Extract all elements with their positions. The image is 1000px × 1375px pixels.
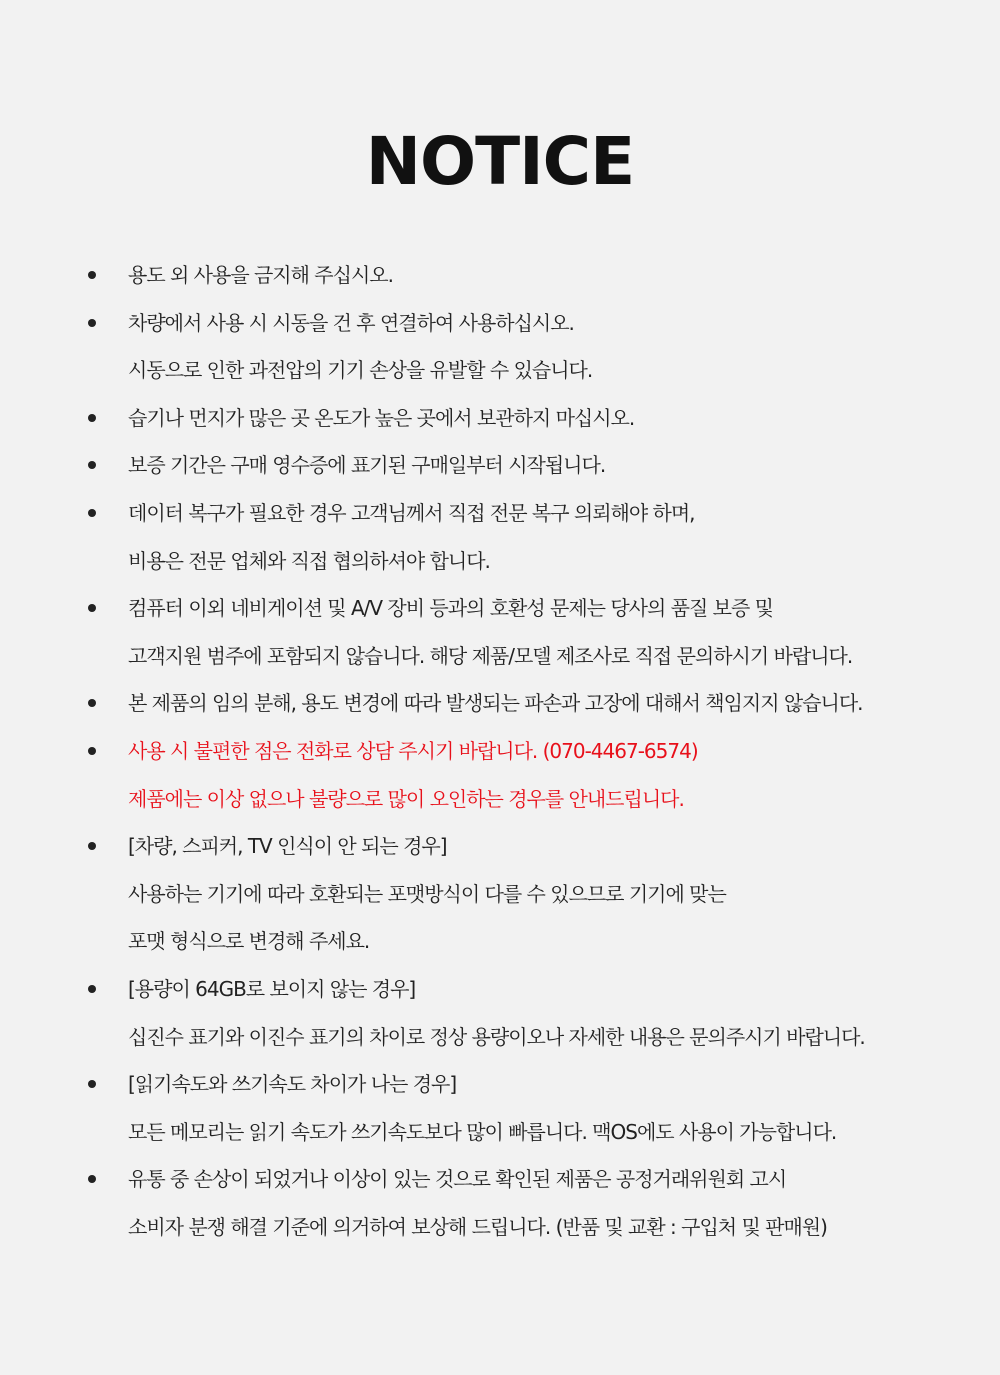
page-title: NOTICE	[365, 123, 635, 200]
bullet-icon	[88, 1080, 96, 1088]
notice-line: 차량에서 사용 시 시동을 건 후 연결하여 사용하십시오.	[128, 310, 574, 335]
bullet-icon	[88, 985, 96, 993]
notice-item-speed	[0, 1061, 988, 1156]
notice-line: 소비자 분쟁 해결 기준에 의거하여 보상해 드립니다. (반품 및 교환 : 구입처 및 판매원)	[128, 1214, 827, 1239]
notice-line: 컴퓨터 이외 네비게이션 및 A/V 장비 등과의 호환성 문제는 당사의 품질 보증 및	[128, 596, 773, 621]
notice-line: 본 제품의 임의 분해, 용도 변경에 따라 발생되는 파손과 고장에 대해서 책임지지 않습니다.	[128, 691, 863, 716]
bullet-icon	[88, 319, 96, 327]
notice-item-contact	[0, 728, 988, 823]
notice-item-compatibility	[0, 585, 988, 680]
notice-item-compensation	[0, 1156, 988, 1251]
notice-item-data-recovery	[0, 490, 988, 585]
notice-item-usage	[0, 252, 988, 300]
notice-item-capacity	[0, 966, 988, 1061]
notice-item-vehicle	[0, 300, 988, 395]
bullet-icon	[88, 842, 96, 850]
notice-line: 사용하는 기기에 따라 호환되는 포맷방식이 다를 수 있으므로 기기에 맞는	[128, 881, 726, 906]
notice-line: 시동으로 인한 과전압의 기기 손상을 유발할 수 있습니다.	[128, 358, 593, 383]
notice-line: 습기나 먼지가 많은 곳 온도가 높은 곳에서 보관하지 마십시오.	[128, 405, 635, 430]
bullet-icon	[88, 747, 96, 755]
notice-line: 보증 기간은 구매 영수증에 표기된 구매일부터 시작됩니다.	[128, 453, 606, 478]
notice-line: [용량이 64GB로 보이지 않는 경우]	[128, 976, 416, 1001]
notice-item-storage	[0, 395, 988, 443]
bullet-icon	[88, 414, 96, 422]
notice-line: [읽기속도와 쓰기속도 차이가 나는 경우]	[128, 1072, 457, 1097]
notice-line: 데이터 복구가 필요한 경우 고객님께서 직접 전문 복구 의뢰해야 하며,	[128, 500, 695, 525]
notice-line-warning: 사용 시 불편한 점은 전화로 상담 주시기 바랍니다. (070-4467-6574)	[128, 738, 698, 763]
notice-item-recognition	[0, 823, 988, 966]
notice-line: 포맷 형식으로 변경해 주세요.	[128, 929, 370, 954]
bullet-icon	[88, 509, 96, 517]
bullet-icon	[88, 1175, 96, 1183]
notice-line: 모든 메모리는 읽기 속도가 쓰기속도보다 많이 빠릅니다. 맥OS에도 사용이 가능합니다.	[128, 1119, 837, 1144]
notice-line: 유통 중 손상이 되었거나 이상이 있는 것으로 확인된 제품은 공정거래위원회 고시	[128, 1167, 787, 1192]
bullet-icon	[88, 271, 96, 279]
notice-line: 십진수 표기와 이진수 표기의 차이로 정상 용량이오나 자세한 내용은 문의주시기 바랍니다.	[128, 1024, 865, 1049]
notice-item-disassembly	[0, 680, 988, 728]
bullet-icon	[88, 604, 96, 612]
notice-line: 용도 외 사용을 금지해 주십시오.	[128, 263, 393, 287]
notice-line: [차량, 스피커, TV 인식이 안 되는 경우]	[128, 834, 447, 859]
notice-line: 고객지원 범주에 포함되지 않습니다. 해당 제품/모델 제조사로 직접 문의하시기 바랍니다.	[128, 643, 853, 668]
notice-line-warning: 제품에는 이상 없으나 불량으로 많이 오인하는 경우를 안내드립니다.	[128, 786, 684, 811]
bullet-icon	[88, 461, 96, 469]
notice-line: 비용은 전문 업체와 직접 협의하셔야 합니다.	[128, 548, 490, 573]
bullet-icon	[88, 699, 96, 707]
notice-list	[0, 252, 1000, 1251]
notice-item-warranty	[0, 442, 988, 490]
